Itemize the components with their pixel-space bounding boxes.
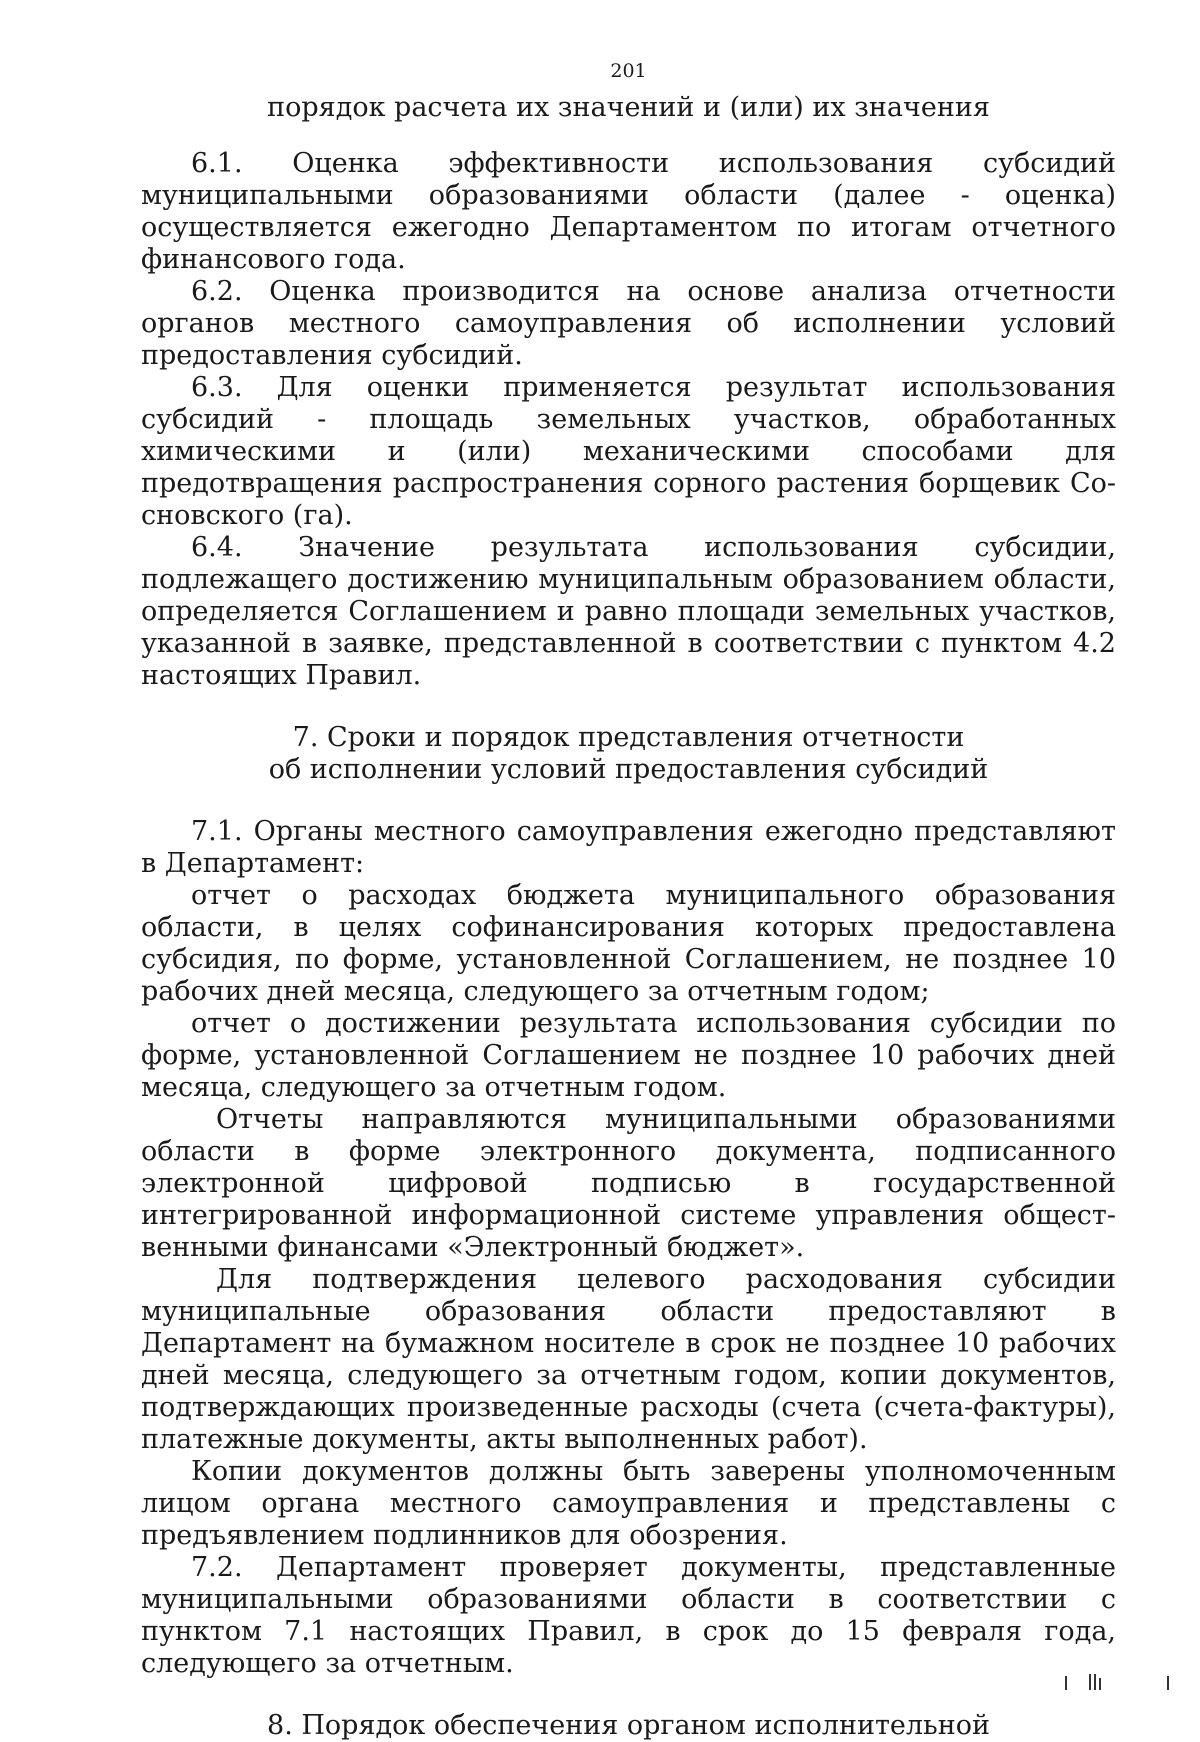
page-number: 201 (610, 60, 647, 82)
section-7-title-line-1: 7. Сроки и порядок представления отчетности (292, 722, 965, 753)
document-page (141, 60, 1116, 1741)
paragraph-confirmation-documents: Для подтверждения целевого расходования субсидии муниципальные образования области предоставляют в Департамент на бумажном носителе в срок не позднее 10 рабочих дней месяца, следующего за отчетным годом, копии документов, подтверждающих произведенные расходы (счета (счета-фактуры), платежные документы, акты выполненных работ). (141, 1264, 1116, 1455)
paragraph-reports-electronic: Отчеты направляются муниципальными образованиями области в форме электронного документа, подписанного электронной цифровой подписью в государственной интегрированной информационной системе управления общественными финансами «Электронный бюджет». (141, 1104, 1116, 1263)
paragraph-6-1: 6.1. Оценка эффективности использования субсидий муниципальными образованиями области (далее - оценка) осуществляется ежегодно Департаментом по итогам отчетного финансового года. (141, 148, 1116, 275)
paragraph-copies-certified: Копии документов должны быть заверены уполномоченным лицом органа местного самоуправления и представлены с предъявлением подлинников для обозрения. (141, 1456, 1116, 1551)
scan-artifact-marks (1060, 1670, 1180, 1690)
section-8-title: 8. Порядок обеспечения органом исполнительной (267, 1710, 990, 1741)
section-7-title-line-2: об исполнении условий предоставления субсидий (268, 754, 989, 785)
paragraph-6-4: 6.4. Значение результата использования субсидии, подлежащего достижению муниципальным образованием области, определяется Соглашением и равно площади земельных участков, указанной в заявке, представленной в соответствии с пунктом 4.2 настоящих Правил. (141, 532, 1116, 691)
section-7-heading (141, 722, 1116, 786)
paragraph-7-1: 7.1. Органы местного самоуправления ежегодно представляют в Департамент: (141, 816, 1116, 879)
paragraph-report-expenses: отчет о расходах бюджета муниципального образования области, в целях софинансирования которых предоставлена субсидия, по форме, установленной Соглашением, не позднее 10 рабочих дней месяца, следующего за отчетным годом; (141, 880, 1116, 1007)
section-6-title-tail: порядок расчета их значений и (или) их значения (267, 92, 990, 123)
paragraph-6-3: 6.3. Для оценки применяется результат использования субсидий - площадь земельных участков, обработанных химическими и (или) механическими способами для предотвращения распространения сорного растения борщевик Сосновского (га). (141, 372, 1116, 531)
paragraph-7-2: 7.2. Департамент проверяет документы, представленные муниципальными образованиями области в соответствии с пунктом 7.1 настоящих Правил, в срок до 15 февраля года, следующего за отчетным. (141, 1552, 1116, 1679)
section-6-body (141, 148, 1116, 692)
paragraph-6-2: 6.2. Оценка производится на основе анализа отчетности органов местного самоуправления об исполнении условий предоставления субсидий. (141, 276, 1116, 371)
paragraph-report-result: отчет о достижении результата использования субсидии по форме, установленной Соглашением не позднее 10 рабочих дней месяца, следующего за отчетным годом. (141, 1008, 1116, 1103)
section-7-body (141, 816, 1116, 1680)
